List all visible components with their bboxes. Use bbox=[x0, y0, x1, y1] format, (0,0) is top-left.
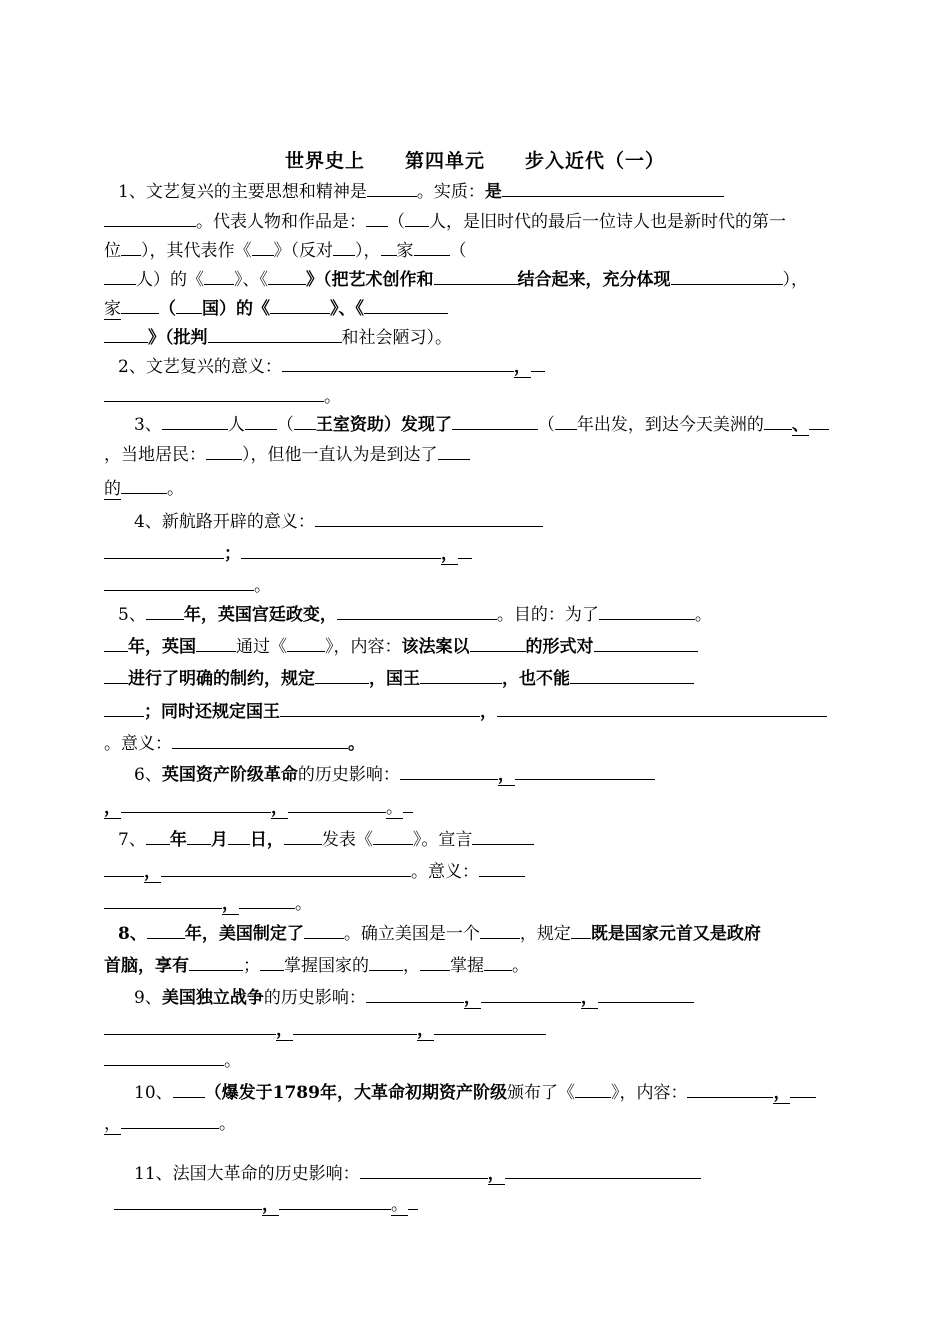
q9-line-3 bbox=[104, 1047, 241, 1073]
blank[interactable] bbox=[187, 826, 211, 845]
blank[interactable] bbox=[104, 324, 148, 343]
blank[interactable] bbox=[206, 441, 242, 460]
blank[interactable] bbox=[146, 601, 184, 620]
blank[interactable] bbox=[515, 761, 655, 780]
q6-text: 。 bbox=[386, 798, 403, 818]
blank[interactable] bbox=[438, 441, 470, 460]
q3-text: 的 bbox=[104, 479, 121, 499]
q3-text: 年出发，到达今天美洲的 bbox=[576, 415, 764, 435]
blank[interactable] bbox=[104, 572, 254, 591]
q1-text: （ bbox=[159, 299, 176, 319]
q7-text: 。意义： bbox=[411, 862, 479, 882]
blank[interactable] bbox=[671, 266, 783, 285]
q8-text: 既是国家元首又是政府 bbox=[590, 924, 761, 944]
blank[interactable] bbox=[366, 984, 464, 1003]
q8-text: 掌握 bbox=[450, 956, 484, 976]
blank[interactable] bbox=[420, 952, 450, 971]
blank[interactable] bbox=[571, 920, 591, 939]
q9-text: ， bbox=[276, 1020, 293, 1040]
q6-text: ， bbox=[497, 765, 515, 785]
blank[interactable] bbox=[260, 952, 284, 971]
q5-line-3 bbox=[104, 665, 694, 691]
blank[interactable] bbox=[104, 698, 144, 717]
q1-text: 。代表人物和作品是： bbox=[196, 212, 366, 232]
q1-line-2 bbox=[104, 208, 786, 234]
blank[interactable] bbox=[114, 1191, 262, 1210]
blank[interactable] bbox=[790, 1079, 816, 1098]
q3-text: 人 bbox=[227, 415, 245, 435]
q7-line-2 bbox=[104, 858, 525, 884]
q8-line-2 bbox=[104, 952, 529, 978]
blank[interactable] bbox=[245, 411, 277, 430]
q1-text: 人，是旧时代的最后一位诗人也是新时代的第一 bbox=[429, 212, 786, 232]
blank[interactable] bbox=[121, 794, 271, 813]
q5-text: 。 bbox=[348, 734, 365, 754]
q7-text: 年 bbox=[169, 830, 187, 850]
blank[interactable] bbox=[104, 665, 128, 684]
blank[interactable] bbox=[189, 952, 243, 971]
q9-text: 美国独立战争 bbox=[161, 988, 264, 1008]
q8-text: 。 bbox=[512, 956, 529, 976]
blank[interactable] bbox=[360, 1160, 488, 1179]
q3-text: （ bbox=[537, 415, 555, 435]
q2-line-2 bbox=[104, 383, 341, 409]
q5-text: 。 bbox=[694, 605, 712, 625]
q5-text: 的形式对 bbox=[525, 637, 594, 657]
q4-line-2 bbox=[104, 540, 472, 566]
blank[interactable] bbox=[147, 920, 185, 939]
q8-text: ； bbox=[243, 956, 260, 976]
blank[interactable] bbox=[104, 858, 144, 877]
q1-text: （ bbox=[449, 241, 467, 261]
blank[interactable] bbox=[555, 411, 577, 430]
q5-text: ；同时还规定国王 bbox=[144, 702, 280, 722]
q4-text: ； bbox=[224, 544, 241, 564]
blank[interactable] bbox=[502, 178, 724, 197]
blank[interactable] bbox=[479, 858, 525, 877]
blank[interactable] bbox=[403, 794, 413, 813]
q1-text: 。实质： bbox=[416, 182, 485, 202]
blank[interactable] bbox=[414, 237, 450, 256]
q8-text: ，规定 bbox=[519, 924, 571, 944]
q9-text: 9、 bbox=[134, 988, 162, 1008]
q4-text: ， bbox=[441, 544, 458, 564]
q10-text: 》，内容： bbox=[610, 1083, 688, 1103]
q5-text: 。目的：为了 bbox=[496, 605, 599, 625]
q9-line-1 bbox=[134, 984, 694, 1010]
blank[interactable] bbox=[304, 920, 344, 939]
blank[interactable] bbox=[176, 295, 202, 314]
q1-text: ）， bbox=[355, 241, 381, 261]
q1-text: （ bbox=[388, 212, 405, 232]
q7-text: 。 bbox=[295, 894, 312, 914]
q1-line-5 bbox=[104, 295, 448, 321]
blank[interactable] bbox=[764, 411, 792, 430]
blank[interactable] bbox=[287, 633, 325, 652]
q8-text: 。确立美国是一个 bbox=[343, 924, 480, 944]
blank[interactable] bbox=[104, 383, 324, 402]
q2-text: 2、文艺复兴的意义： bbox=[118, 357, 282, 377]
q1-text: 家 bbox=[104, 299, 121, 319]
blank[interactable] bbox=[270, 295, 330, 314]
q5-line-1 bbox=[118, 601, 712, 627]
q5-text: ， bbox=[480, 702, 497, 722]
q5-text: 通过《 bbox=[236, 637, 287, 657]
q11-text: 。 bbox=[391, 1195, 408, 1215]
q5-line-5 bbox=[104, 730, 365, 756]
q6-line-1 bbox=[134, 761, 655, 787]
q3-text: 、 bbox=[791, 415, 809, 435]
q1-text: 》（批判 bbox=[148, 328, 208, 348]
q1-line-4 bbox=[104, 266, 808, 292]
q1-text: 人）的《 bbox=[136, 270, 204, 290]
blank[interactable] bbox=[104, 208, 196, 227]
blank[interactable] bbox=[484, 952, 512, 971]
q1-text: ）， bbox=[782, 270, 808, 290]
q11-line-2 bbox=[114, 1191, 418, 1217]
q1-text: 国）的《 bbox=[202, 299, 270, 319]
blank[interactable] bbox=[252, 237, 274, 256]
q3-text: ），但他一直认为是到达了 bbox=[242, 445, 438, 465]
blank[interactable] bbox=[172, 730, 348, 749]
blank[interactable] bbox=[315, 665, 369, 684]
q11-text: 11、法国大革命的历史影响： bbox=[134, 1164, 360, 1184]
blank[interactable] bbox=[434, 1016, 546, 1035]
q5-text: 5、 bbox=[118, 605, 146, 625]
q6-text: ， bbox=[104, 798, 121, 818]
blank[interactable] bbox=[480, 920, 520, 939]
q10-line-2 bbox=[104, 1110, 236, 1136]
blank[interactable] bbox=[280, 698, 480, 717]
blank[interactable] bbox=[470, 633, 526, 652]
blank[interactable] bbox=[472, 826, 534, 845]
q10-line-1 bbox=[134, 1079, 816, 1105]
q11-text: ， bbox=[487, 1164, 505, 1184]
blank[interactable] bbox=[121, 475, 167, 494]
blank[interactable] bbox=[420, 665, 502, 684]
blank[interactable] bbox=[598, 984, 694, 1003]
q7-text: ， bbox=[144, 862, 161, 882]
q10-text: 。 bbox=[219, 1114, 236, 1134]
q1-text: ），其代表作《 bbox=[141, 241, 252, 261]
q5-text: 年，英国 bbox=[128, 637, 196, 657]
blank[interactable] bbox=[369, 952, 403, 971]
q1-text: 位 bbox=[104, 241, 121, 261]
blank[interactable] bbox=[364, 295, 448, 314]
blank[interactable] bbox=[282, 353, 514, 372]
blank[interactable] bbox=[161, 858, 411, 877]
q6-line-2 bbox=[104, 794, 413, 820]
blank[interactable] bbox=[458, 540, 472, 559]
blank[interactable] bbox=[599, 601, 695, 620]
q1-text: 》、《 bbox=[234, 270, 268, 290]
q9-text: ， bbox=[463, 988, 481, 1008]
q9-text: ， bbox=[580, 988, 598, 1008]
blank[interactable] bbox=[173, 1079, 205, 1098]
q7-text: ， bbox=[222, 894, 239, 914]
q5-line-2 bbox=[104, 633, 698, 659]
q2-text: ， bbox=[513, 357, 531, 377]
q1-line-3 bbox=[104, 237, 467, 263]
page-title: 世界史上 第四单元 步入近代（一） bbox=[284, 150, 665, 172]
blank[interactable] bbox=[405, 208, 429, 227]
blank[interactable] bbox=[228, 826, 250, 845]
q3-text: 3、 bbox=[134, 415, 162, 435]
blank[interactable] bbox=[104, 1016, 276, 1035]
q1-line-6 bbox=[104, 324, 452, 350]
blank[interactable] bbox=[315, 508, 543, 527]
blank[interactable] bbox=[367, 178, 417, 197]
q1-text: 》（把艺术创作和 bbox=[306, 270, 434, 290]
q1-text: 》、《 bbox=[330, 299, 364, 319]
q8-line-1 bbox=[118, 920, 761, 946]
q7-line-3 bbox=[104, 890, 312, 916]
blank[interactable] bbox=[570, 665, 694, 684]
q9-text: ， bbox=[417, 1020, 434, 1040]
q9-text: 的历史影响： bbox=[263, 988, 366, 1008]
q3-line-1 bbox=[134, 411, 829, 437]
q2-text: 。 bbox=[324, 387, 341, 407]
q7-text: 日， bbox=[249, 830, 284, 850]
q5-text: 》，内容： bbox=[325, 637, 402, 657]
blank[interactable] bbox=[575, 1079, 611, 1098]
blank[interactable] bbox=[505, 1160, 701, 1179]
q6-text: 6、 bbox=[134, 765, 162, 785]
q1-text: 结合起来，充分体现 bbox=[517, 270, 671, 290]
q5-text: 进行了明确的制约，规定 bbox=[128, 669, 315, 689]
q5-text: 该法案以 bbox=[401, 637, 470, 657]
q7-text: 7、 bbox=[118, 830, 146, 850]
q11-line-1 bbox=[134, 1160, 701, 1186]
q9-line-2 bbox=[104, 1016, 546, 1042]
blank[interactable] bbox=[400, 761, 498, 780]
blank[interactable] bbox=[121, 295, 159, 314]
blank[interactable] bbox=[337, 601, 497, 620]
blank[interactable] bbox=[366, 208, 388, 227]
q4-line-1 bbox=[134, 508, 543, 534]
blank[interactable] bbox=[452, 411, 538, 430]
q3-line-3 bbox=[104, 475, 184, 501]
blank[interactable] bbox=[121, 237, 141, 256]
q2-line-1 bbox=[118, 353, 545, 379]
blank[interactable] bbox=[408, 1191, 418, 1210]
q1-line-1 bbox=[118, 178, 724, 204]
blank[interactable] bbox=[497, 698, 827, 717]
q7-text: 》。宣言 bbox=[412, 830, 473, 850]
q5-text: ，也不能 bbox=[502, 669, 570, 689]
q7-line-1 bbox=[118, 826, 534, 852]
q10-text: （爆发于1789年，大革命初期资产阶级 bbox=[204, 1083, 507, 1103]
q10-text: ， bbox=[773, 1083, 791, 1103]
blank[interactable] bbox=[162, 411, 228, 430]
q3-text: ，当地居民： bbox=[104, 445, 206, 465]
q1-text: 和社会陋习）。 bbox=[341, 328, 452, 348]
q5-line-4 bbox=[104, 698, 827, 724]
blank[interactable] bbox=[434, 266, 518, 285]
q7-text: 月 bbox=[210, 830, 228, 850]
blank[interactable] bbox=[531, 353, 545, 372]
blank[interactable] bbox=[208, 324, 342, 343]
blank[interactable] bbox=[104, 266, 136, 285]
blank[interactable] bbox=[279, 1191, 391, 1210]
blank[interactable] bbox=[381, 237, 397, 256]
blank[interactable] bbox=[196, 633, 236, 652]
blank[interactable] bbox=[104, 540, 224, 559]
blank[interactable] bbox=[687, 1079, 773, 1098]
blank[interactable] bbox=[146, 826, 170, 845]
blank[interactable] bbox=[121, 1110, 219, 1129]
q4-text: 4、新航路开辟的意义： bbox=[134, 512, 315, 532]
q5-text: 。意义： bbox=[104, 734, 172, 754]
q9-text: 。 bbox=[224, 1051, 241, 1071]
q6-text: 英国资产阶级革命 bbox=[161, 765, 298, 785]
blank[interactable] bbox=[288, 794, 386, 813]
blank[interactable] bbox=[241, 540, 441, 559]
q1-text: 1、文艺复兴的主要思想和精神是 bbox=[118, 182, 367, 202]
blank[interactable] bbox=[239, 890, 295, 909]
q8-text: 8、 bbox=[118, 924, 147, 944]
blank[interactable] bbox=[293, 1016, 417, 1035]
q1-text: 是 bbox=[484, 182, 502, 202]
q3-text: （ bbox=[276, 415, 294, 435]
q1-text: 》（反对 bbox=[273, 241, 333, 261]
q10-text: 10、 bbox=[134, 1083, 173, 1103]
q4-text: 。 bbox=[254, 576, 271, 596]
blank[interactable] bbox=[268, 266, 306, 285]
q8-text: 首脑，享有 bbox=[104, 956, 189, 976]
blank[interactable] bbox=[104, 890, 222, 909]
q4-line-3 bbox=[104, 572, 271, 598]
q10-text: 颁布了《 bbox=[506, 1083, 575, 1103]
q6-text: ， bbox=[271, 798, 288, 818]
q6-text: 的历史影响： bbox=[297, 765, 400, 785]
q5-text: 年，英国宫廷政变， bbox=[183, 605, 337, 625]
blank[interactable] bbox=[294, 411, 316, 430]
q8-text: ， bbox=[403, 956, 420, 976]
q8-text: 掌握国家的 bbox=[284, 956, 369, 976]
q8-text: 年，美国制定了 bbox=[184, 924, 304, 944]
q3-text: 王室资助）发现了 bbox=[315, 415, 452, 435]
blank[interactable] bbox=[809, 411, 829, 430]
q5-text: ，国王 bbox=[369, 669, 420, 689]
blank[interactable] bbox=[333, 237, 355, 256]
q11-text: ， bbox=[262, 1195, 279, 1215]
blank[interactable] bbox=[104, 633, 128, 652]
blank[interactable] bbox=[481, 984, 581, 1003]
q7-text: 发表《 bbox=[321, 830, 373, 850]
q1-text: 家 bbox=[396, 241, 414, 261]
q3-line-2 bbox=[104, 441, 470, 467]
blank[interactable] bbox=[373, 826, 413, 845]
blank[interactable] bbox=[204, 266, 234, 285]
q3-text: 。 bbox=[167, 479, 184, 499]
blank[interactable] bbox=[284, 826, 322, 845]
blank[interactable] bbox=[104, 1047, 224, 1066]
q10-text: ， bbox=[104, 1114, 121, 1134]
blank[interactable] bbox=[594, 633, 698, 652]
